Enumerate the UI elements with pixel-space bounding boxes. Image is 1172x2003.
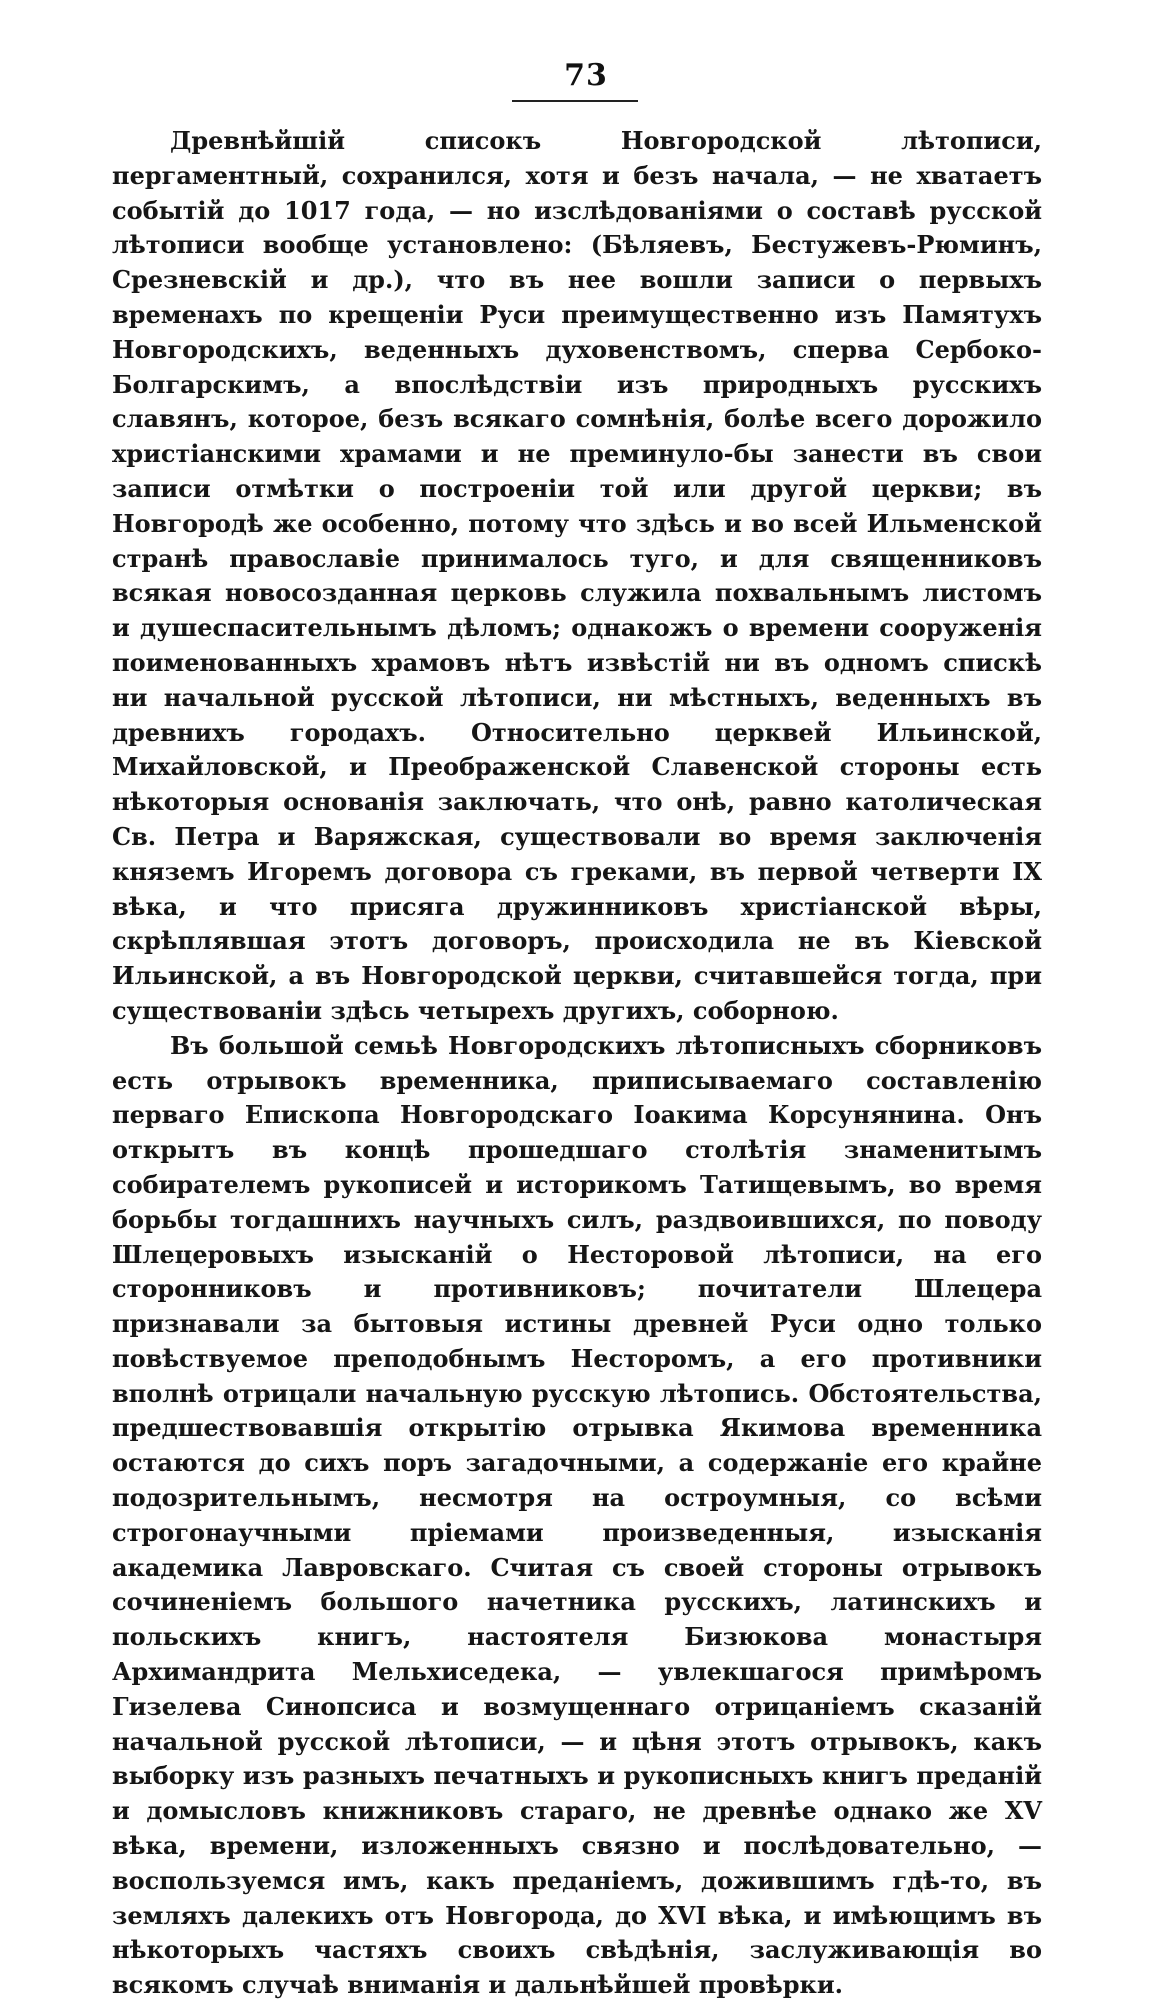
paragraph-1: Древнѣйшій списокъ Новгородской лѣтописи, пергаментный, сохранился, хотя и безъ начала, — не хватаетъ событій до 1017 года, — но изслѣдованіями о составѣ русской лѣтописи вообще установлено: (Бѣляевъ, Бестужевъ-Рюминъ, Срезневскій и др.), что въ нее вошли записи о первыхъ временахъ по крещеніи Руси преимущественно изъ Памятухъ Новгородскихъ, веденныхъ духовенствомъ, сперва Сербоко-Болгарскимъ, а впослѣдствіи изъ природныхъ русскихъ славянъ, которое, безъ всякаго сомнѣнія, болѣе всего дорожило христіанскими храмами и не преминуло-бы занести въ свои записи отмѣтки о построеніи той или другой церкви; въ Новгородѣ же особенно, потому что здѣсь и во всей Ильменской странѣ православіе принималось туго, и для священниковъ всякая новосозданная церковь служила похвальнымъ листомъ и душеспасительнымъ дѣломъ; однакожъ о времени сооруженія поименованныхъ храмовъ нѣтъ извѣстій ни въ одномъ спискѣ ни начальной русской лѣтописи, ни мѣстныхъ, веденныхъ въ древнихъ городахъ. Относительно церквей Ильинской, Михайловской, и Преображенской Славенской стороны есть нѣкоторыя основанія заключать, что онѣ, равно католическая Св. Петра и Варяжская, существовали во время заключенія княземъ Игоремъ договора съ греками, въ первой четверти IX вѣка, и что присяга дружинниковъ христіанской вѣры, скрѣплявшая этотъ договоръ, происходила не въ Кіевской Ильинской, а въ Новгородской церкви, считавшейся тогда, при существованіи здѣсь четырехъ другихъ, соборною.	[112, 126, 1042, 1025]
body-text	[112, 124, 1042, 2003]
page-number: 73	[564, 58, 608, 93]
paragraph-2: Въ большой семьѣ Новгородскихъ лѣтописныхъ сборниковъ есть отрывокъ временника, приписываемаго составленію перваго Епископа Новгородскаго Іоакима Корсунянина. Онъ открытъ въ концѣ прошедшаго столѣтія знаменитымъ собирателемъ рукописей и историкомъ Татищевымъ, во время борьбы тогдашнихъ научныхъ силъ, раздвоившихся, по поводу Шлецеровыхъ изысканій о Несторовой лѣтописи, на его сторонниковъ и противниковъ; почитатели Шлецера признавали за бытовыя истины древней Руси одно только повѣствуемое преподобнымъ Несторомъ, а его противники вполнѣ отрицали начальную русскую лѣтопись. Обстоятельства, предшествовавшія открытію отрывка Якимова временника остаются до сихъ поръ загадочными, а содержаніе его крайне подозрительнымъ, несмотря на остроумныя, со всѣми строгонаучными пріемами произведенныя, изысканія академика Лавровскаго. Считая съ своей стороны отрывокъ сочиненіемъ большого начетника русскихъ, латинскихъ и польскихъ книгъ, настоятеля Бизюкова монастыря Архимандрита Мельхиседека, — увлекшагося примѣромъ Гизелева Синопсиса и возмущеннаго отрицаніемъ сказаній начальной русской лѣтописи, — и цѣня этотъ отрывокъ, какъ выборку изъ разныхъ печатныхъ и рукописныхъ книгъ преданій и домысловъ книжниковъ стараго, не древнѣе однако же XV вѣка, времени, изложенныхъ связно и послѣдовательно, — воспользуемся имъ, какъ преданіемъ, дожившимъ гдѣ-то, въ земляхъ далекихъ отъ Новгорода, до XVI вѣка, и имѣющимъ въ нѣкоторыхъ частяхъ своихъ свѣдѣнія, заслуживающія во всякомъ случаѣ вниманія и дальнѣйшей провѣрки.	[112, 1030, 1042, 2000]
header-rule	[512, 100, 638, 102]
